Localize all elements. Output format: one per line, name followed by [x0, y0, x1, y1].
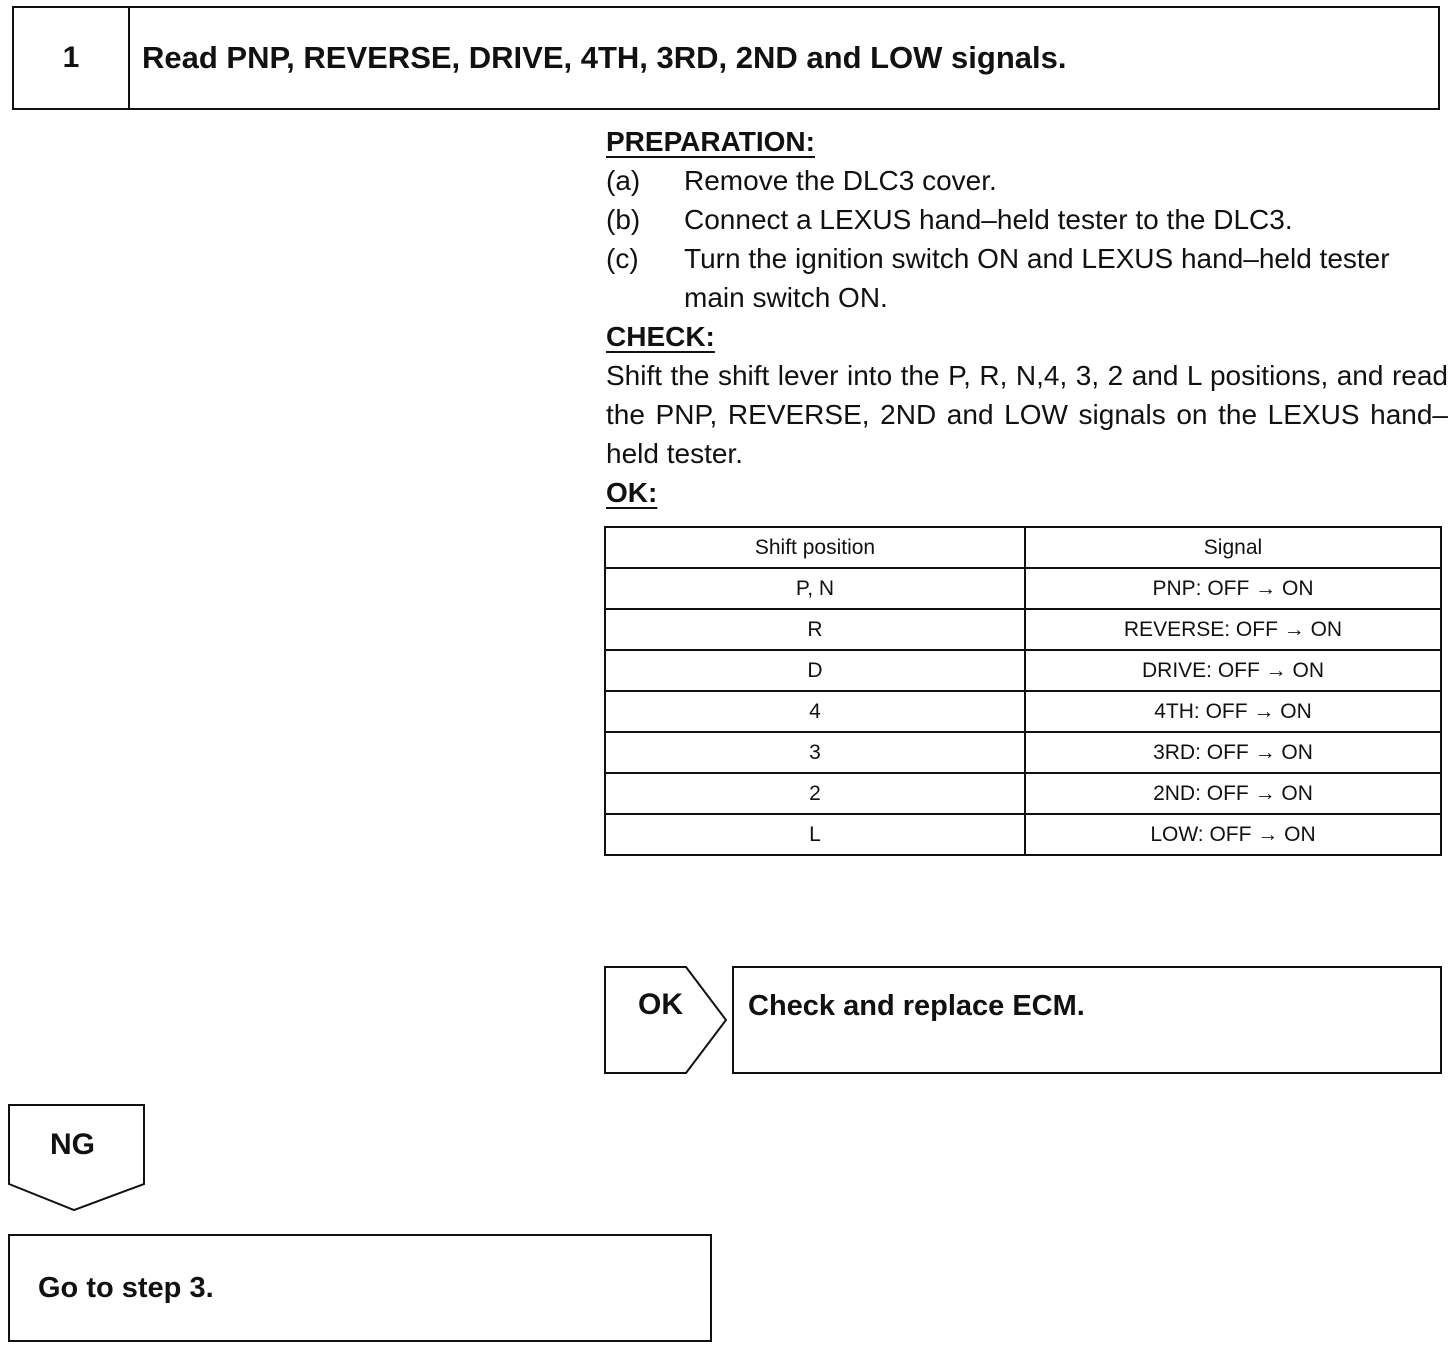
- ng-result-text: Go to step 3.: [38, 1272, 214, 1304]
- signal-table: [604, 526, 1442, 856]
- ok-branch-label: OK: [638, 988, 683, 1021]
- ok-branch-tab: [604, 966, 728, 1074]
- shift-position-cell: 3: [605, 732, 1025, 773]
- header-shift-position: Shift position: [605, 527, 1025, 568]
- ng-branch-tab: [8, 1104, 146, 1212]
- ok-label: OK:: [606, 477, 658, 508]
- check-label: CHECK:: [606, 321, 715, 352]
- table-row: [605, 732, 1441, 773]
- signal-cell: 4TH: OFF → ON: [1025, 691, 1441, 732]
- header-signal: Signal: [1025, 527, 1441, 568]
- table-row: [605, 568, 1441, 609]
- shift-position-cell: 4: [605, 691, 1025, 732]
- preparation-item-text: Turn the ignition switch ON and LEXUS hand–held tester main switch ON.: [684, 243, 1390, 313]
- table-header-row: [605, 527, 1441, 568]
- preparation-item: [606, 200, 1448, 239]
- signal-cell: DRIVE: OFF → ON: [1025, 650, 1441, 691]
- preparation-item: [606, 161, 1448, 200]
- shift-position-cell: P, N: [605, 568, 1025, 609]
- signal-cell: 3RD: OFF → ON: [1025, 732, 1441, 773]
- shift-position-cell: D: [605, 650, 1025, 691]
- table-row: [605, 814, 1441, 855]
- preparation-item-mark: (a): [606, 165, 641, 196]
- preparation-item-text: Connect a LEXUS hand–held tester to the DLC3.: [684, 204, 1293, 235]
- table-row: [605, 609, 1441, 650]
- preparation-item-text: Remove the DLC3 cover.: [684, 165, 997, 196]
- instruction-content: [606, 122, 1448, 512]
- table-row: [605, 650, 1441, 691]
- preparation-item-mark: (b): [606, 204, 641, 235]
- step-title: Read PNP, REVERSE, DRIVE, 4TH, 3RD, 2ND and LOW signals.: [142, 40, 1067, 75]
- table-row: [605, 691, 1441, 732]
- signal-cell: LOW: OFF → ON: [1025, 814, 1441, 855]
- signal-cell: REVERSE: OFF → ON: [1025, 609, 1441, 650]
- ok-result-box: [732, 966, 1442, 1074]
- preparation-item: [606, 239, 1448, 317]
- signal-cell: 2ND: OFF → ON: [1025, 773, 1441, 814]
- preparation-item-mark: (c): [606, 243, 639, 274]
- table-row: [605, 773, 1441, 814]
- shift-position-cell: L: [605, 814, 1025, 855]
- step-number: 1: [14, 8, 130, 108]
- step-header: [12, 6, 1440, 110]
- shift-position-cell: 2: [605, 773, 1025, 814]
- signal-cell: PNP: OFF → ON: [1025, 568, 1441, 609]
- preparation-label: PREPARATION:: [606, 126, 815, 157]
- check-text: Shift the shift lever into the P, R, N,4, 3, 2 and L positions, and read the PNP, REVERSE, 2ND and LOW signals on the LEXUS hand–held tester.: [606, 360, 1448, 469]
- ng-branch-label: NG: [50, 1128, 95, 1161]
- ng-result-box: [8, 1234, 712, 1342]
- ok-result-text: Check and replace ECM.: [748, 990, 1085, 1022]
- shift-position-cell: R: [605, 609, 1025, 650]
